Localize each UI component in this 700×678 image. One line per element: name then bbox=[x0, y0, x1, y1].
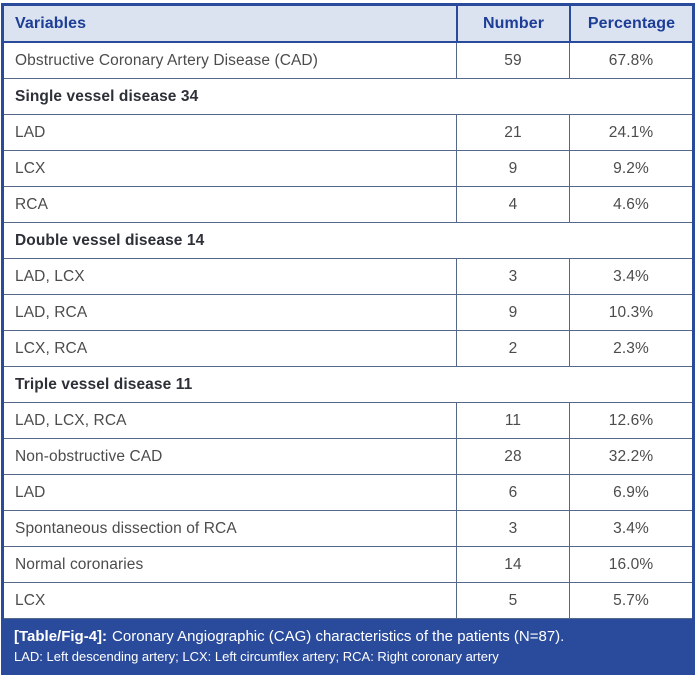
table-figure bbox=[1, 3, 695, 675]
row-label: LAD, RCA bbox=[15, 303, 88, 321]
table-row bbox=[4, 331, 692, 367]
row-number: 6 bbox=[456, 475, 569, 510]
row-label: LCX bbox=[15, 159, 46, 177]
row-number: 4 bbox=[456, 187, 569, 222]
row-number: 21 bbox=[456, 115, 569, 150]
table-row bbox=[4, 439, 692, 475]
cag-characteristics-table bbox=[1, 3, 695, 675]
table-caption-band bbox=[4, 619, 692, 672]
row-percentage: 24.1% bbox=[569, 115, 692, 150]
row-number: 2 bbox=[456, 331, 569, 366]
row-percentage: 5.7% bbox=[569, 583, 692, 618]
table-row bbox=[4, 475, 692, 511]
caption-line bbox=[14, 627, 682, 647]
column-header-percentage: Percentage bbox=[569, 6, 692, 41]
section-label: Single vessel disease 34 bbox=[15, 87, 199, 105]
row-label: LCX bbox=[15, 591, 46, 609]
table-row bbox=[4, 187, 692, 223]
row-percentage: 6.9% bbox=[569, 475, 692, 510]
table-row bbox=[4, 43, 692, 79]
row-number: 3 bbox=[456, 259, 569, 294]
column-header-number: Number bbox=[456, 6, 569, 41]
row-number: 9 bbox=[456, 295, 569, 330]
row-label: LAD bbox=[15, 483, 46, 501]
row-number: 5 bbox=[456, 583, 569, 618]
row-number: 59 bbox=[456, 43, 569, 78]
row-percentage: 67.8% bbox=[569, 43, 692, 78]
section-row bbox=[4, 223, 692, 259]
row-label: LAD, LCX bbox=[15, 267, 85, 285]
section-label: Triple vessel disease 11 bbox=[15, 375, 193, 393]
row-label: LCX, RCA bbox=[15, 339, 88, 357]
row-percentage: 4.6% bbox=[569, 187, 692, 222]
row-label: LAD bbox=[15, 123, 46, 141]
caption-text: Coronary Angiographic (CAG) characteristics of the patients (N=87). bbox=[112, 628, 565, 645]
table-row bbox=[4, 583, 692, 619]
row-percentage: 3.4% bbox=[569, 259, 692, 294]
row-label: Non-obstructive CAD bbox=[15, 447, 163, 465]
section-row bbox=[4, 367, 692, 403]
row-label: LAD, LCX, RCA bbox=[15, 411, 127, 429]
row-number: 11 bbox=[456, 403, 569, 438]
row-label: Spontaneous dissection of RCA bbox=[15, 519, 237, 537]
abbreviations-note: LAD: Left descending artery; LCX: Left circumflex artery; RCA: Right coronary artery bbox=[14, 649, 499, 665]
table-row bbox=[4, 511, 692, 547]
table-row bbox=[4, 547, 692, 583]
row-number: 9 bbox=[456, 151, 569, 186]
row-label: Obstructive Coronary Artery Disease (CAD) bbox=[15, 51, 318, 69]
table-row bbox=[4, 403, 692, 439]
row-label: Normal coronaries bbox=[15, 555, 144, 573]
table-row bbox=[4, 115, 692, 151]
caption-tag: [Table/Fig-4]: bbox=[14, 628, 108, 645]
row-number: 14 bbox=[456, 547, 569, 582]
row-percentage: 12.6% bbox=[569, 403, 692, 438]
row-percentage: 32.2% bbox=[569, 439, 692, 474]
row-percentage: 3.4% bbox=[569, 511, 692, 546]
row-percentage: 2.3% bbox=[569, 331, 692, 366]
row-percentage: 10.3% bbox=[569, 295, 692, 330]
row-number: 28 bbox=[456, 439, 569, 474]
table-row bbox=[4, 295, 692, 331]
column-header-variables: Variables bbox=[15, 14, 87, 32]
row-percentage: 9.2% bbox=[569, 151, 692, 186]
table-row bbox=[4, 259, 692, 295]
table-row bbox=[4, 151, 692, 187]
section-row bbox=[4, 79, 692, 115]
section-label: Double vessel disease 14 bbox=[15, 231, 205, 249]
row-number: 3 bbox=[456, 511, 569, 546]
table-header-row bbox=[4, 6, 692, 43]
row-label: RCA bbox=[15, 195, 49, 213]
row-percentage: 16.0% bbox=[569, 547, 692, 582]
